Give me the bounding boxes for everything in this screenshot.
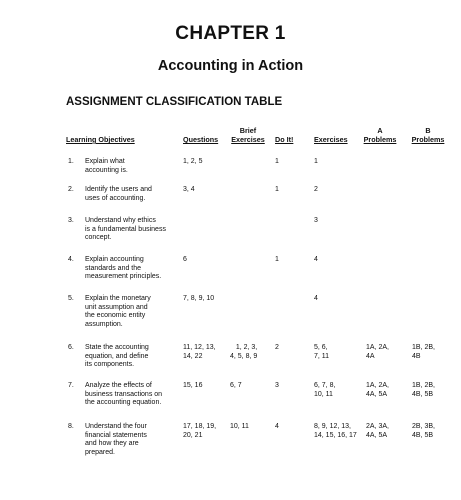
row-brief-exercises: 10, 11 xyxy=(230,423,249,430)
row-number: 4. xyxy=(68,256,74,263)
row-exercises: 2 xyxy=(314,186,318,193)
row-exercises: 3 xyxy=(314,217,318,224)
row-objective: Explain accounting standards and the measurement principles. xyxy=(85,256,162,281)
row-objective: Analyze the effects of business transactions on the accounting equation. xyxy=(85,382,163,407)
row-questions: 6 xyxy=(183,256,187,263)
row-do-it: 2 xyxy=(275,344,279,351)
header-brief-top: Brief xyxy=(239,126,257,135)
header-brief-exercises xyxy=(228,127,268,144)
row-number: 3. xyxy=(68,217,74,224)
row-number: 5. xyxy=(68,295,74,302)
chapter-heading: CHAPTER 1 xyxy=(175,23,286,44)
row-a-problems: 2A, 3A, 4A, 5A xyxy=(366,423,389,439)
row-number: 6. xyxy=(68,344,74,351)
row-objective: Identify the users and uses of accounting. xyxy=(85,186,152,202)
row-b-problems: 2B, 3B, 4B, 5B xyxy=(412,423,435,439)
row-questions: 1, 2, 5 xyxy=(183,158,203,165)
row-a-problems: 1A, 2A, 4A xyxy=(366,344,389,360)
header-a-top: A xyxy=(377,126,383,135)
row-a-problems: 1A, 2A, 4A, 5A xyxy=(366,382,389,398)
row-number: 2. xyxy=(68,186,74,193)
row-number: 1. xyxy=(68,158,74,165)
row-questions: 11, 12, 13, 14, 22 xyxy=(183,344,216,360)
row-objective: Explain what accounting is. xyxy=(85,158,128,174)
header-questions xyxy=(183,136,218,145)
row-questions: 17, 18, 19, 20, 21 xyxy=(183,423,217,439)
header-learning-objectives xyxy=(66,136,135,145)
row-objective: Understand why ethics is a fundamental business concept. xyxy=(85,217,166,242)
row-questions: 3, 4 xyxy=(183,186,195,193)
row-exercises: 4 xyxy=(314,256,318,263)
row-number: 8. xyxy=(68,423,74,430)
header-questions-label: Questions xyxy=(183,135,219,144)
row-exercises: 5, 6, 7, 11 xyxy=(314,344,330,360)
header-b-bottom: Problems xyxy=(411,134,445,144)
row-brief-exercises: 6, 7 xyxy=(230,382,242,389)
row-objective: Understand the four financial statements and how they are prepared. xyxy=(85,423,147,456)
row-objective: Explain the monetary unit assumption and the economic entity assumption. xyxy=(85,295,151,328)
row-do-it: 1 xyxy=(275,186,279,193)
header-a-problems xyxy=(360,127,400,144)
row-questions: 7, 8, 9, 10 xyxy=(183,295,215,302)
row-questions: 15, 16 xyxy=(183,382,203,389)
row-exercises: 8, 9, 12, 13, 14, 15, 16, 17 xyxy=(314,423,357,439)
header-b-problems xyxy=(408,127,448,144)
header-brief-bottom: Exercises xyxy=(231,134,265,144)
row-exercises: 4 xyxy=(314,295,318,302)
row-b-problems: 1B, 2B, 4B, 5B xyxy=(412,382,435,398)
chapter-subtitle: Accounting in Action xyxy=(157,58,304,74)
header-b-top: B xyxy=(425,126,431,135)
header-do-it-label: Do It! xyxy=(275,135,294,144)
row-exercises: 6, 7, 8, 10, 11 xyxy=(314,382,336,398)
row-do-it: 4 xyxy=(275,423,279,430)
row-objective: State the accounting equation, and define its components. xyxy=(85,344,149,369)
header-exercises xyxy=(314,136,348,145)
header-a-bottom: Problems xyxy=(363,134,397,144)
row-do-it: 3 xyxy=(275,382,279,389)
header-learning-objectives-label: Learning Objectives xyxy=(66,135,135,144)
row-number: 7. xyxy=(68,382,74,389)
row-do-it: 1 xyxy=(275,158,279,165)
header-exercises-label: Exercises xyxy=(314,135,348,144)
row-b-problems: 1B, 2B, 4B xyxy=(412,344,435,360)
row-do-it: 1 xyxy=(275,256,279,263)
row-exercises: 1 xyxy=(314,158,318,165)
header-do-it xyxy=(275,136,293,145)
row-brief-exercises: 1, 2, 3, 4, 5, 8, 9 xyxy=(230,344,258,360)
table-title: ASSIGNMENT CLASSIFICATION TABLE xyxy=(66,96,283,108)
